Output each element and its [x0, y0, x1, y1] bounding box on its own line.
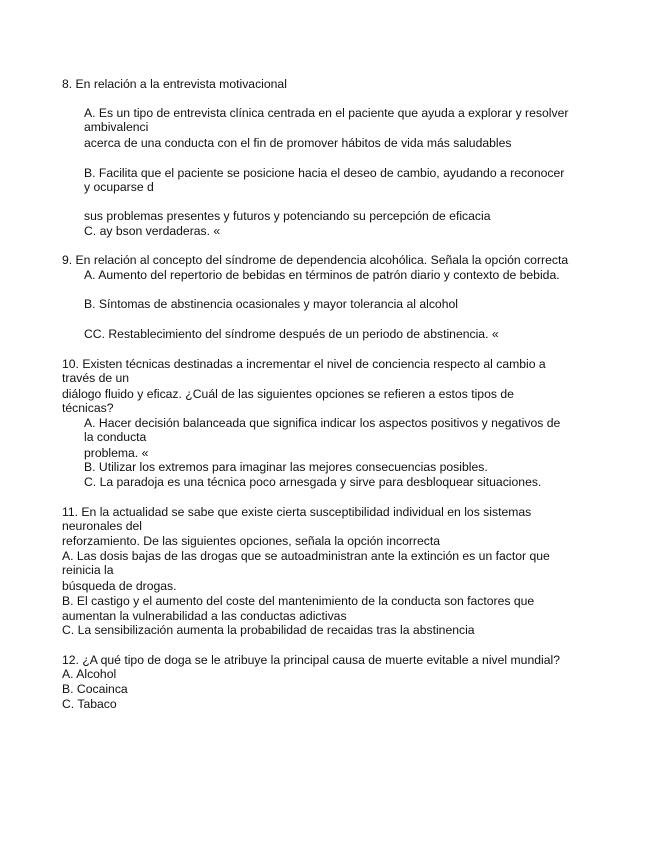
- question-8-option-b-cont: y ocuparse d: [84, 180, 154, 194]
- question-8-stem: 8. En relación a la entrevista motivacional: [62, 77, 287, 91]
- question-11-stem: 11. En la actualidad se sabe que existe cierta susceptibilidad individual en los sistemas: [62, 505, 532, 519]
- question-9-option-b: B. Síntomas de abstinencia ocasionales y mayor tolerancia al alcohol: [84, 297, 458, 311]
- question-11-option-a-cont: reinicia la: [62, 563, 114, 577]
- question-11-stem-cont: reforzamiento. De las siguientes opciones, señala la opción incorrecta: [62, 534, 441, 548]
- question-10-stem-cont: través de un: [62, 371, 130, 385]
- question-10-stem-cont: diálogo fluido y eficaz. ¿Cuál de las siguientes opciones se refieren a estos tipos de: [62, 387, 514, 401]
- question-8-option-a-cont: acerca de una conducta con el fin de promover hábitos de vida más saludables: [84, 136, 512, 150]
- question-10-option-c: C. La paradoja es una técnica poco arnesgada y sirve para desbloquear situaciones.: [84, 475, 542, 489]
- question-12-option-b: B. Cocainca: [62, 682, 128, 696]
- question-10-option-b: B. Utilizar los extremos para imaginar las mejores consecuencias posibles.: [84, 460, 488, 474]
- question-10-option-a: A. Hacer decisión balanceada que significa indicar los aspectos positivos y negativos de: [84, 416, 561, 430]
- question-8-option-b: B. Facilita que el paciente se posicione hacia el deseo de cambio, ayudando a reconocer: [84, 166, 565, 180]
- question-10-option-a-cont: la conducta: [84, 430, 147, 444]
- question-11-option-c: C. La sensibilización aumenta la probabilidad de recaidas tras la abstinencia: [62, 623, 475, 637]
- question-8-option-a: A. Es un tipo de entrevista clínica centrada en el paciente que ayuda a explorar y resolver: [84, 106, 569, 120]
- question-10-stem-cont: técnicas?: [62, 401, 114, 415]
- question-10-option-a-cont: problema. «: [84, 446, 149, 460]
- question-11-option-a: A. Las dosis bajas de las drogas que se autoadministran ante la extinción es un factor que: [62, 549, 550, 563]
- question-9-stem: 9. En relación al concepto del síndrome de dependencia alcohólica. Señala la opción correcta: [62, 253, 569, 267]
- question-11-option-a-cont: búsqueda de drogas.: [62, 579, 177, 593]
- question-11-stem-cont: neuronales del: [62, 519, 142, 533]
- question-8-option-a-cont: ambivalenci: [84, 120, 149, 134]
- question-11-option-b: B. El castigo y el aumento del coste del mantenimiento de la conducta son factores que: [62, 594, 535, 608]
- question-11-option-b-cont: aumentan la vulnerabilidad a las conductas adictivas: [62, 609, 347, 623]
- question-12-option-c: C. Tabaco: [62, 697, 117, 711]
- question-10-stem: 10. Existen técnicas destinadas a incrementar el nivel de conciencia respecto al cambio a: [62, 357, 546, 371]
- question-12-stem: 12. ¿A qué tipo de doga se le atribuye la principal causa de muerte evitable a nivel mundial?: [62, 653, 560, 667]
- question-8-option-b-cont: sus problemas presentes y futuros y potenciando su percepción de eficacia: [84, 209, 491, 223]
- question-9-option-c: CC. Restablecimiento del síndrome después de un periodo de abstinencia. «: [84, 327, 499, 341]
- question-9-option-a: A. Aumento del repertorio de bebidas en términos de patrón diario y contexto de bebida.: [84, 268, 560, 282]
- question-8-option-c: C. ay bson verdaderas. «: [84, 224, 221, 238]
- question-12-option-a: A. Alcohol: [62, 667, 117, 681]
